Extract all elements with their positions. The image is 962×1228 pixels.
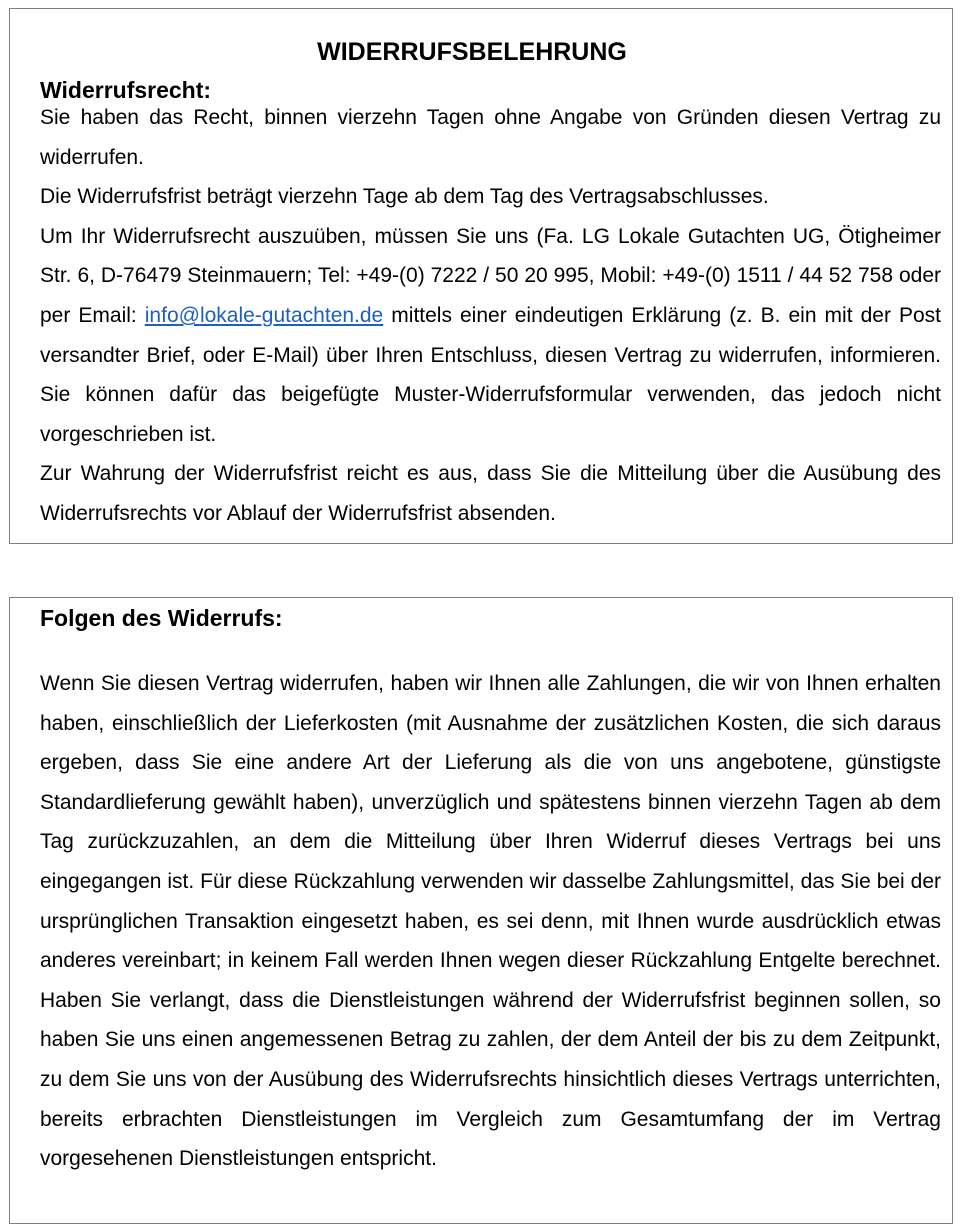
withdrawal-right-paragraph-1: Sie haben das Recht, binnen vierzehn Tagen ohne Angabe von Gründen diesen Vertrag zu widerrufen. [40, 106, 941, 169]
withdrawal-right-paragraph-3 [40, 217, 941, 455]
withdrawal-consequences-paragraph: Wenn Sie diesen Vertrag widerrufen, haben wir Ihnen alle Zahlungen, die wir von Ihnen erhalten haben, einschließlich der Lieferkosten (mit Ausnahme der zusätzlichen Kosten, die sich daraus ergeben, dass Sie eine andere Art der Lieferung als die von uns angebotene, günstigste Standardlieferung gewählt haben), unverzüglich und spätestens binnen vierzehn Tagen ab dem Tag zurückzuzahlen, an dem die Mitteilung über Ihren Widerruf dieses Vertrags bei uns eingegangen ist. Für diese Rückzahlung verwenden wir dasselbe Zahlungsmittel, das Sie bei der ursprünglichen Transaktion eingesetzt haben, es sei denn, mit Ihnen wurde ausdrücklich etwas anderes vereinbart; in keinem Fall werden Ihnen wegen dieser Rückzahlung Entgelte berechnet. Haben Sie verlangt, dass die Dienstleistungen während der Widerrufsfrist beginnen sollen, so haben Sie uns einen angemessenen Betrag zu zahlen, der dem Anteil der bis zu dem Zeitpunkt, zu dem Sie uns von der Ausübung des Widerrufsrechts hinsichtlich dieses Vertrags unterrichten, bereits erbrachten Dienstleistungen im Vergleich zum Gesamtumfang der im Vertrag vorgesehenen Dienstleistungen entspricht. [40, 672, 941, 1171]
withdrawal-right-body [40, 98, 941, 534]
withdrawal-consequences-body [40, 664, 941, 1179]
withdrawal-right-paragraph-4: Zur Wahrung der Widerrufsfrist reicht es aus, dass Sie die Mitteilung über die Ausübung des Widerrufsrechts vor Ablauf der Widerrufsfrist absenden. [40, 462, 941, 525]
contact-text-before: Um Ihr Widerrufsrecht auszuüben, müssen Sie uns (Fa. LG Lokale Gutachten UG, Ötigheimer Str. 6, D-76479 Steinmauern; Tel: +49-(0) 7222 / 50 20 995, Mobil: +49-(0) 1511 / 44 52 758 oder per Email: [40, 224, 941, 327]
document-title: WIDERRUFSBELEHRUNG [317, 38, 627, 66]
email-link[interactable]: info@lokale-gutachten.de [144, 303, 384, 327]
withdrawal-consequences-heading: Folgen des Widerrufs: [40, 605, 283, 631]
withdrawal-right-heading: Widerrufsrecht: [40, 77, 212, 103]
withdrawal-right-paragraph-2: Die Widerrufsfrist beträgt vierzehn Tage ab dem Tag des Vertragsabschlusses. [40, 185, 769, 209]
contact-text-after: mittels einer eindeutigen Erklärung (z. B. ein mit der Post versandter Brief, oder E-Mail) über Ihren Entschluss, diesen Vertrag zu widerrufen, informieren. Sie können dafür das beigefügte Muster-Widerrufsformular verwenden, das jedoch nicht vorgeschrieben ist. [40, 303, 941, 446]
